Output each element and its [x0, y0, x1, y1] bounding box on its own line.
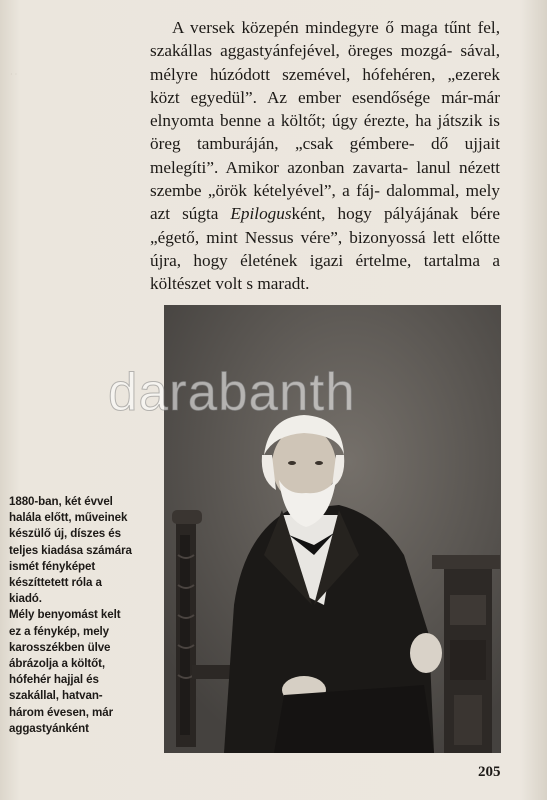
caption-line-5: ismét fényképet — [9, 559, 96, 573]
body-line-5: már-már elnyomta benne a költőt; úgy érezte, — [150, 87, 501, 131]
caption-line-1: 1880-ban, két évvel — [9, 495, 113, 508]
body-line-8: lanul nézett szembe „örök kételyével”, a fáj- — [150, 157, 501, 201]
caption-line-10: karosszékben ülve — [9, 640, 111, 654]
caption-line-4: teljes kiadása számára — [9, 543, 132, 557]
body-line-11: bizonyossá lett előtte újra, hogy életének igazi — [150, 227, 500, 270]
caption-line-15: aggastyánként — [9, 721, 89, 735]
body-line-6: ha játszik is öreg tamburáján, „csak gémbere- — [150, 111, 500, 154]
body-line-2: fel, szakállas aggastyánfejével, öreges mozgá- — [150, 18, 500, 61]
photo-caption — [9, 494, 144, 737]
caption-line-8: Mély benyomást kelt — [9, 608, 121, 622]
watermark: darabanth — [108, 363, 356, 422]
body-line-12: értelme, tartalma a költészet volt s maradt. — [150, 250, 500, 294]
caption-line-6: készíttetett róla a — [9, 576, 102, 590]
caption-line-2: halála előtt, műveinek — [9, 511, 128, 525]
body-line-7: dő ujjait melegíti”. Amikor azonban zavarta- — [150, 134, 500, 177]
body-line-4: „ezerek közt egyedül”. Az ember esendősége — [150, 64, 500, 107]
page-number: 205 — [478, 764, 501, 780]
body-line-9: dalommal, mely azt súgta — [150, 181, 501, 224]
caption-line-9: ez a fénykép, mely — [9, 624, 110, 638]
body-line-3: sával, mélyre húzódott szemével, hófehéren, — [150, 41, 500, 84]
body-paragraph — [150, 16, 500, 296]
portrait-photograph — [164, 305, 501, 753]
caption-line-3: készülő új, díszes és — [9, 527, 121, 541]
caption-line-14: három évesen, már — [9, 705, 113, 719]
caption-line-13: szakállal, hatvan- — [9, 689, 103, 703]
show-through-text: · · — [10, 70, 18, 79]
caption-line-7: kiadó. — [9, 592, 42, 606]
caption-line-12: hófehér hajjal és — [9, 673, 99, 687]
body-line-1: A versek közepén mindegyre ő maga tűnt — [172, 18, 471, 37]
caption-line-11: ábrázolja a költőt, — [9, 657, 106, 671]
portrait-drawing — [164, 305, 501, 753]
body-line-10: pályájának bére „égető, mint Nessus vére”, — [150, 204, 501, 247]
epilogus-title: Epilogus — [230, 204, 292, 224]
body-line-9b: ként, hogy — [291, 204, 372, 224]
